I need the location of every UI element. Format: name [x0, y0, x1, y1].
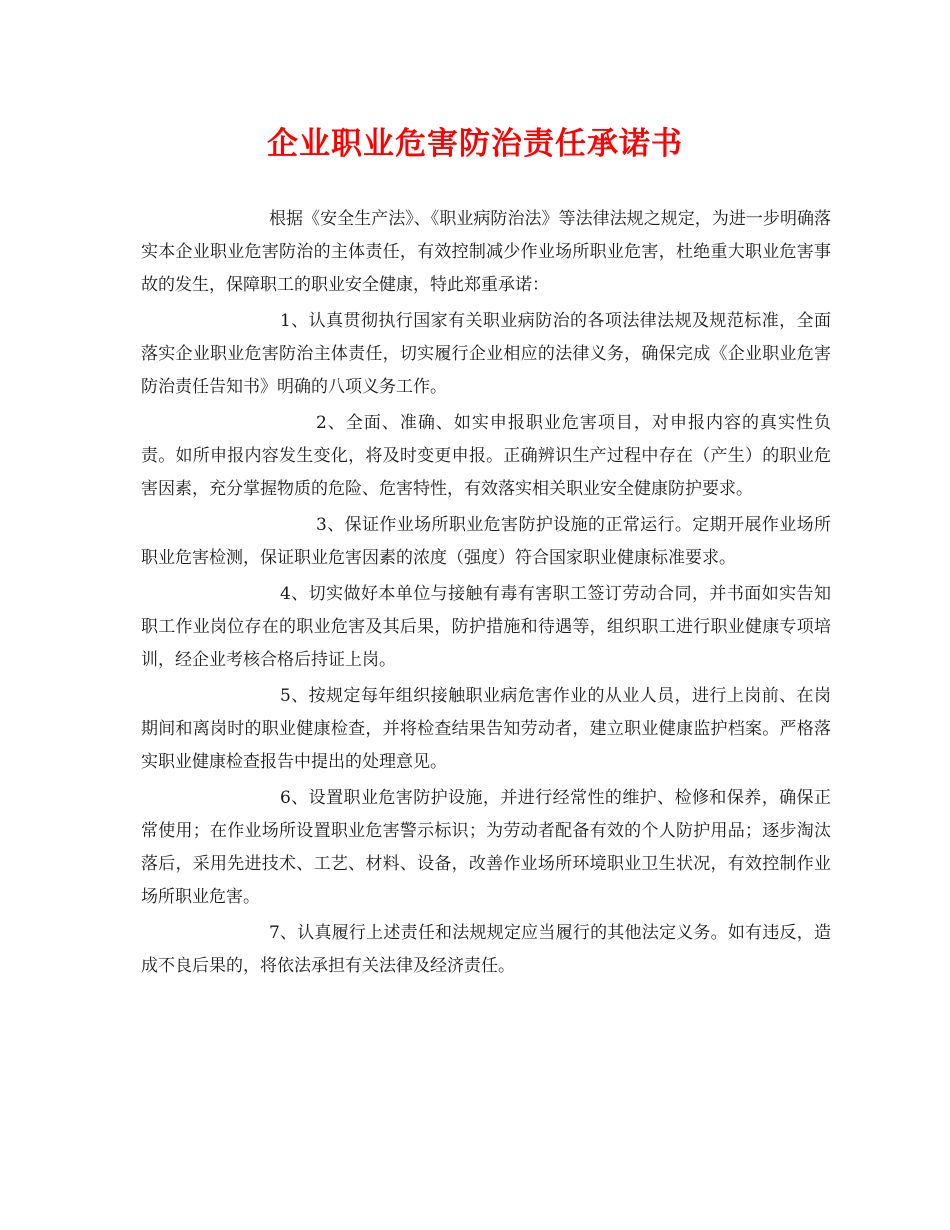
commitment-item-5: 5、按规定每年组织接触职业病危害作业的从业人员，进行上岗前、在岗期间和离岗时的职业健康检查，并将检查结果告知劳动者，建立职业健康监护档案。严格落实职业健康检查报告中提出的处理意见。: [141, 686, 831, 772]
commitment-item-3: 3、保证作业场所职业危害防护设施的正常运行。定期开展作业场所职业危害检测，保证职业危害因素的浓度（强度）符合国家职业健康标准要求。: [141, 515, 831, 568]
commitment-item-4: 4、切实做好本单位与接触有毒有害职工签订劳动合同，并书面如实告知职工作业岗位存在的职业危害及其后果，防护措施和待遇等，组织职工进行职业健康专项培训，经企业考核合格后持证上岗。: [141, 584, 831, 670]
document-title: 企业职业危害防治责任承诺书: [267, 126, 683, 162]
commitment-item-1: 1、认真贯彻执行国家有关职业病防治的各项法律法规及规范标准，全面落实企业职业危害防治主体责任，切实履行企业相应的法律义务，确保完成《企业职业危害防治责任告知书》明确的八项义务工作。: [141, 311, 831, 397]
document-body: [141, 203, 831, 986]
commitment-item-2: 2、全面、准确、如实申报职业危害项目，对申报内容的真实性负责。如所申报内容发生变化，将及时变更申报。正确辨识生产过程中存在（产生）的职业危害因素，充分掌握物质的危险、危害特性，有效落实相关职业安全健康防护要求。: [141, 413, 831, 499]
intro-paragraph: 根据《安全生产法》、《职业病防治法》等法律法规之规定，为进一步明确落实本企业职业危害防治的主体责任，有效控制减少作业场所职业危害，杜绝重大职业危害事故的发生，保障职工的职业安全健康，特此郑重承诺：: [141, 209, 831, 295]
commitment-item-6: 6、设置职业危害防护设施，并进行经常性的维护、检修和保养，确保正常使用；在作业场所设置职业危害警示标识；为劳动者配备有效的个人防护用品；逐步淘汰落后，采用先进技术、工艺、材料、设备，改善作业场所环境职业卫生状况，有效控制作业场所职业危害。: [141, 788, 831, 907]
commitment-item-7: 7、认真履行上述责任和法规规定应当履行的其他法定义务。如有违反，造成不良后果的，将依法承担有关法律及经济责任。: [141, 923, 831, 976]
